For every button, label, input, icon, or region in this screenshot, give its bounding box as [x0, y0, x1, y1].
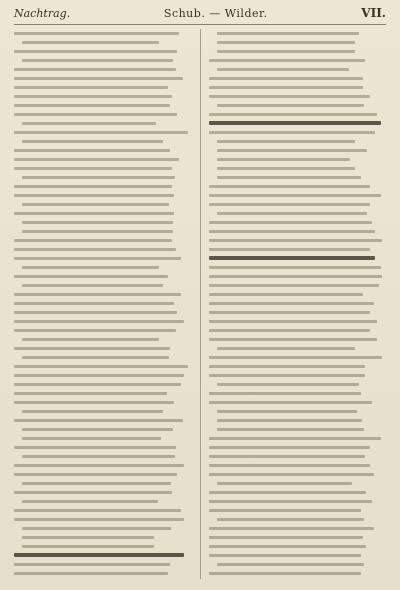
- directory-entry-placeholder: [209, 110, 387, 118]
- directory-entry-placeholder: [209, 218, 387, 226]
- directory-entry-placeholder: [14, 443, 192, 451]
- entry-text-line: [22, 356, 169, 359]
- directory-entry-placeholder: [209, 560, 387, 568]
- directory-entry-placeholder: [14, 56, 192, 64]
- entry-text-line: [217, 158, 351, 161]
- entry-text-line: [209, 121, 381, 125]
- directory-entry-placeholder: [209, 308, 387, 316]
- entry-text-line: [209, 256, 376, 260]
- entry-text-line: [217, 428, 364, 431]
- directory-entry-placeholder: [14, 434, 192, 442]
- directory-entry-placeholder: [209, 479, 387, 487]
- entry-text-line: [209, 239, 383, 242]
- entry-text-line: [14, 329, 176, 332]
- entry-text-line: [209, 572, 362, 575]
- entry-text-line: [209, 248, 371, 251]
- entry-text-line: [14, 374, 184, 377]
- entry-text-line: [209, 401, 372, 404]
- header-left: Nachtrag.: [14, 7, 71, 20]
- entry-text-line: [22, 122, 156, 125]
- directory-entry-placeholder: [14, 83, 192, 91]
- entry-text-line: [209, 311, 371, 314]
- entry-text-line: [14, 392, 167, 395]
- directory-entry-placeholder: [14, 101, 192, 109]
- entry-text-line: [209, 329, 371, 332]
- entry-text-line: [217, 518, 364, 521]
- entry-text-line: [22, 140, 163, 143]
- entry-text-line: [14, 572, 168, 575]
- directory-entry-placeholder: [14, 452, 192, 460]
- entry-text-line: [209, 509, 362, 512]
- directory-entry-placeholder: [209, 434, 387, 442]
- entry-text-line: [209, 293, 363, 296]
- entry-text-line: [14, 383, 181, 386]
- directory-entry-placeholder: [209, 488, 387, 496]
- directory-entry-placeholder: [209, 236, 387, 244]
- directory-entry-placeholder: [14, 209, 192, 217]
- entry-text-line: [209, 437, 381, 440]
- directory-entry-placeholder: [209, 515, 387, 523]
- header-alphabetical-range: Schub. — Wilder.: [163, 7, 268, 20]
- directory-entry-placeholder: [14, 506, 192, 514]
- directory-entry-placeholder: [209, 263, 387, 271]
- entry-text-line: [22, 59, 173, 62]
- entry-text-line: [22, 455, 175, 458]
- entry-text-line: [217, 50, 356, 53]
- directory-entry-placeholder: [14, 47, 192, 55]
- directory-entry-placeholder: [209, 443, 387, 451]
- entry-text-line: [209, 446, 371, 449]
- directory-entry-placeholder: [209, 128, 387, 136]
- directory-entry-placeholder: [14, 425, 192, 433]
- entry-text-line: [217, 419, 363, 422]
- entry-text-line: [22, 221, 173, 224]
- entry-text-line: [217, 68, 349, 71]
- entry-text-line: [22, 230, 173, 233]
- entry-text-line: [209, 320, 378, 323]
- entry-text-line: [14, 212, 174, 215]
- directory-entry-placeholder: [209, 101, 387, 109]
- page-number: VII.: [361, 6, 386, 20]
- directory-entry-placeholder: [14, 542, 192, 550]
- directory-entry-placeholder: [14, 236, 192, 244]
- entry-text-line: [217, 176, 361, 179]
- entry-text-line: [14, 32, 179, 35]
- directory-entry-placeholder: [14, 155, 192, 163]
- entry-text-line: [14, 419, 183, 422]
- entry-text-line: [217, 383, 359, 386]
- entry-text-line: [22, 428, 173, 431]
- directory-entry-placeholder: [209, 290, 387, 298]
- entry-text-line: [209, 59, 365, 62]
- entry-text-line: [217, 482, 353, 485]
- entry-text-line: [14, 293, 181, 296]
- entry-text-line: [217, 167, 356, 170]
- directory-entry-placeholder: [14, 29, 192, 37]
- directory-entry-placeholder: [14, 389, 192, 397]
- directory-entry-placeholder: [209, 209, 387, 217]
- entry-text-line: [209, 86, 363, 89]
- entry-text-line: [217, 104, 364, 107]
- entry-text-line: [209, 338, 378, 341]
- entry-text-line: [209, 203, 371, 206]
- directory-entry-placeholder: [209, 65, 387, 73]
- entry-text-line: [14, 149, 170, 152]
- entry-text-line: [209, 392, 362, 395]
- entry-text-line: [14, 553, 184, 557]
- directory-entry-placeholder: [14, 416, 192, 424]
- directory-entry-placeholder: [209, 353, 387, 361]
- directory-entry-placeholder: [14, 299, 192, 307]
- directory-entry-placeholder: [209, 416, 387, 424]
- directory-entry-placeholder: [14, 479, 192, 487]
- entry-text-line: [14, 518, 184, 521]
- directory-entry-placeholder: [14, 65, 192, 73]
- directory-entry-placeholder: [14, 353, 192, 361]
- directory-entry-placeholder: [209, 191, 387, 199]
- entry-text-line: [14, 491, 172, 494]
- entry-text-line: [209, 545, 367, 548]
- directory-entry-placeholder: [209, 92, 387, 100]
- entry-text-line: [22, 536, 154, 539]
- entry-text-line: [14, 320, 184, 323]
- entry-text-line: [209, 464, 371, 467]
- entry-text-line: [209, 185, 371, 188]
- directory-entry-placeholder: [209, 245, 387, 253]
- entry-text-line: [209, 221, 372, 224]
- entry-text-line: [14, 563, 170, 566]
- directory-entry-placeholder: [209, 371, 387, 379]
- directory-entry-placeholder: [14, 263, 192, 271]
- entry-text-line: [14, 167, 172, 170]
- directory-entry-placeholder: [209, 335, 387, 343]
- directory-entry-placeholder: [14, 488, 192, 496]
- entry-text-line: [217, 347, 356, 350]
- directory-entry-placeholder: [14, 227, 192, 235]
- entry-text-line: [14, 131, 188, 134]
- directory-entry-placeholder: [14, 128, 192, 136]
- directory-entry-placeholder: [209, 362, 387, 370]
- directory-entry-placeholder: [209, 281, 387, 289]
- entry-text-line: [209, 554, 362, 557]
- directory-entry-placeholder: [14, 110, 192, 118]
- entry-text-line: [14, 257, 181, 260]
- directory-entry-placeholder: [209, 146, 387, 154]
- entry-text-line: [209, 374, 365, 377]
- entry-text-line: [14, 464, 184, 467]
- directory-entry-placeholder: [14, 164, 192, 172]
- directory-entry-placeholder: [209, 452, 387, 460]
- entry-text-line: [209, 356, 383, 359]
- entry-text-line: [217, 41, 356, 44]
- directory-entry-placeholder: [14, 569, 192, 577]
- directory-entry-placeholder: [14, 317, 192, 325]
- entry-text-line: [209, 230, 376, 233]
- entry-text-line: [209, 527, 374, 530]
- directory-entry-placeholder: [14, 218, 192, 226]
- directory-entry-placeholder: [209, 470, 387, 478]
- directory-entry-placeholder: [209, 200, 387, 208]
- directory-entry-placeholder: [14, 74, 192, 82]
- directory-entry-placeholder: [209, 38, 387, 46]
- directory-entry-placeholder: [14, 326, 192, 334]
- directory-entry-placeholder: [209, 119, 387, 127]
- directory-entry-placeholder: [209, 56, 387, 64]
- entry-text-line: [22, 500, 158, 503]
- directory-entry-placeholder: [209, 47, 387, 55]
- directory-entry-placeholder: [14, 146, 192, 154]
- entry-text-line: [209, 113, 378, 116]
- entry-text-line: [14, 401, 174, 404]
- entry-text-line: [22, 284, 163, 287]
- directory-entry-placeholder: [14, 551, 192, 559]
- directory-entry-placeholder: [209, 137, 387, 145]
- directory-entry-placeholder: [14, 182, 192, 190]
- directory-entry-placeholder: [14, 560, 192, 568]
- entry-text-line: [14, 473, 177, 476]
- directory-entry-placeholder: [209, 551, 387, 559]
- directory-entry-placeholder: [14, 407, 192, 415]
- directory-entry-placeholder: [209, 173, 387, 181]
- entry-text-line: [209, 95, 371, 98]
- directory-entry-placeholder: [14, 398, 192, 406]
- entry-text-line: [217, 410, 358, 413]
- directory-entry-placeholder: [14, 380, 192, 388]
- entry-text-line: [217, 32, 359, 35]
- directory-entry-placeholder: [209, 524, 387, 532]
- directory-entry-placeholder: [14, 245, 192, 253]
- entry-text-line: [14, 365, 188, 368]
- directory-entry-placeholder: [14, 173, 192, 181]
- directory-entry-placeholder: [209, 533, 387, 541]
- entry-text-line: [22, 437, 161, 440]
- entry-text-line: [209, 284, 379, 287]
- directory-entry-placeholder: [14, 254, 192, 262]
- entry-text-line: [14, 185, 172, 188]
- directory-entry-placeholder: [209, 74, 387, 82]
- directory-entry-placeholder: [209, 506, 387, 514]
- entry-text-line: [209, 491, 367, 494]
- entry-text-line: [209, 536, 363, 539]
- directory-entry-placeholder: [209, 344, 387, 352]
- directory-entry-placeholder: [209, 542, 387, 550]
- directory-entry-placeholder: [14, 497, 192, 505]
- directory-entry-placeholder: [14, 272, 192, 280]
- entry-text-line: [14, 68, 176, 71]
- directory-entry-placeholder: [14, 362, 192, 370]
- directory-entry-placeholder: [209, 326, 387, 334]
- directory-entry-placeholder: [14, 524, 192, 532]
- directory-entry-placeholder: [209, 272, 387, 280]
- left-column: [14, 29, 192, 579]
- directory-entry-placeholder: [14, 470, 192, 478]
- directory-entry-placeholder: [14, 371, 192, 379]
- entry-text-line: [14, 50, 177, 53]
- entry-text-line: [22, 266, 159, 269]
- directory-entry-placeholder: [209, 299, 387, 307]
- entry-text-line: [14, 275, 168, 278]
- directory-entry-placeholder: [209, 425, 387, 433]
- entry-text-line: [209, 266, 381, 269]
- entry-text-line: [22, 527, 171, 530]
- directory-entry-placeholder: [14, 290, 192, 298]
- entry-text-line: [14, 302, 174, 305]
- entry-text-line: [14, 239, 172, 242]
- entry-text-line: [14, 104, 170, 107]
- entry-text-line: [209, 194, 381, 197]
- entry-text-line: [22, 176, 175, 179]
- entry-text-line: [22, 410, 163, 413]
- entry-text-line: [209, 455, 365, 458]
- entry-text-line: [209, 302, 374, 305]
- directory-entry-placeholder: [209, 569, 387, 577]
- running-header: [14, 6, 386, 25]
- right-column: [209, 29, 387, 579]
- entry-text-line: [217, 149, 368, 152]
- directory-entry-placeholder: [209, 389, 387, 397]
- directory-entry-placeholder: [209, 398, 387, 406]
- directory-entry-placeholder: [209, 380, 387, 388]
- directory-entry-placeholder: [209, 29, 387, 37]
- directory-entry-placeholder: [209, 227, 387, 235]
- directory-entry-placeholder: [209, 254, 387, 262]
- entry-text-line: [14, 194, 174, 197]
- directory-entry-placeholder: [209, 155, 387, 163]
- directory-entry-placeholder: [14, 191, 192, 199]
- entry-text-line: [217, 563, 364, 566]
- entry-text-line: [14, 311, 177, 314]
- entry-text-line: [14, 95, 172, 98]
- entry-text-line: [14, 509, 181, 512]
- entry-text-line: [209, 275, 383, 278]
- entry-text-line: [14, 248, 176, 251]
- directory-entry-placeholder: [14, 92, 192, 100]
- directory-entry-placeholder: [209, 182, 387, 190]
- entry-text-line: [22, 203, 169, 206]
- directory-entry-placeholder: [14, 137, 192, 145]
- directory-entry-placeholder: [14, 533, 192, 541]
- directory-entry-placeholder: [209, 164, 387, 172]
- directory-entry-placeholder: [209, 407, 387, 415]
- entry-text-line: [209, 473, 374, 476]
- directory-entry-placeholder: [209, 317, 387, 325]
- entry-text-line: [14, 446, 176, 449]
- directory-entry-placeholder: [14, 200, 192, 208]
- directory-entry-placeholder: [14, 461, 192, 469]
- entry-text-line: [22, 482, 171, 485]
- directory-entry-placeholder: [209, 83, 387, 91]
- directory-entry-placeholder: [209, 497, 387, 505]
- directory-entry-placeholder: [14, 38, 192, 46]
- entry-text-line: [22, 338, 159, 341]
- entry-text-line: [14, 86, 168, 89]
- entry-text-line: [14, 113, 177, 116]
- entry-text-line: [14, 77, 183, 80]
- entry-text-line: [14, 158, 179, 161]
- directory-entry-placeholder: [209, 461, 387, 469]
- directory-entry-placeholder: [14, 281, 192, 289]
- directory-entry-placeholder: [14, 344, 192, 352]
- entry-text-line: [22, 545, 154, 548]
- column-divider: [200, 29, 201, 579]
- entry-text-line: [14, 347, 170, 350]
- directory-entry-placeholder: [14, 515, 192, 523]
- entry-text-line: [209, 365, 365, 368]
- entry-text-line: [209, 77, 363, 80]
- entry-text-line: [209, 500, 372, 503]
- entry-text-line: [217, 140, 356, 143]
- entry-text-line: [217, 212, 368, 215]
- directory-entry-placeholder: [14, 335, 192, 343]
- directory-entry-placeholder: [14, 119, 192, 127]
- entry-text-line: [22, 41, 159, 44]
- directory-entry-placeholder: [14, 308, 192, 316]
- entry-text-line: [209, 131, 376, 134]
- directory-columns: [14, 29, 386, 579]
